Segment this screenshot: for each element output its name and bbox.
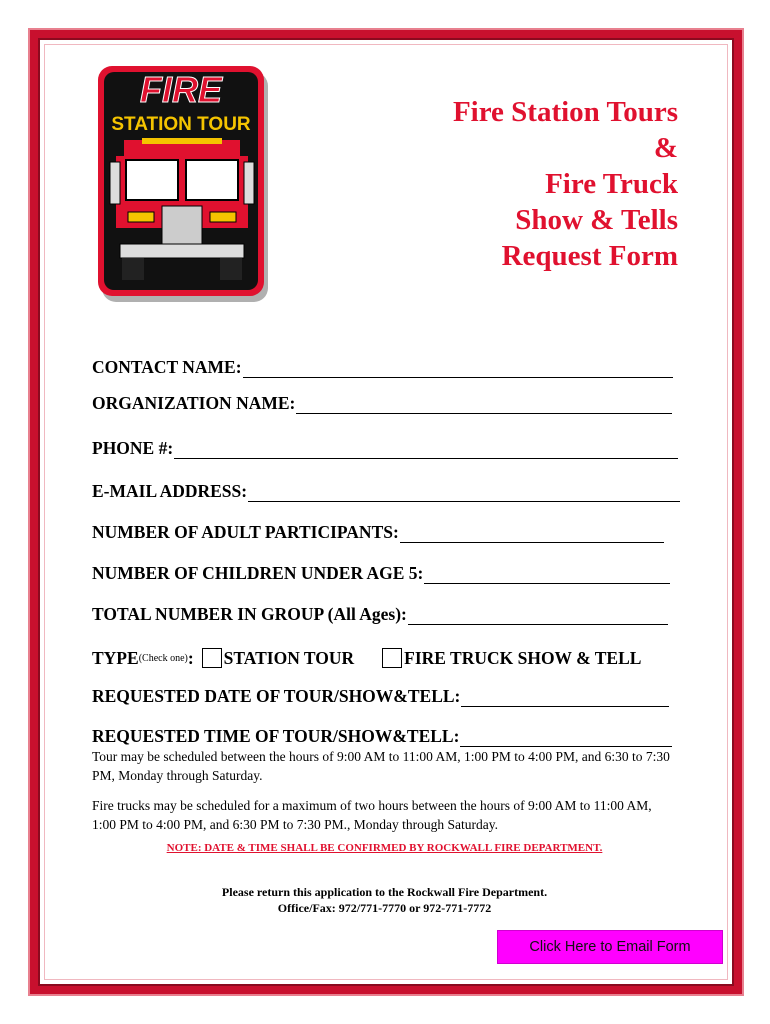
logo-text-station-tour: STATION TOUR — [111, 114, 251, 135]
contact-name-input[interactable] — [243, 359, 673, 378]
requested-date-field — [92, 686, 669, 707]
return-info — [92, 884, 677, 916]
email-form-button[interactable]: Click Here to Email Form — [497, 930, 723, 964]
contact-name-field — [92, 357, 673, 378]
requested-time-field — [92, 726, 672, 747]
title-line-2: & — [653, 132, 678, 164]
requested-date-label: REQUESTED DATE OF TOUR/SHOW&TELL: — [92, 686, 461, 706]
organization-name-field — [92, 393, 672, 414]
adult-participants-label: NUMBER OF ADULT PARTICIPANTS: — [92, 522, 399, 542]
total-number-input[interactable] — [408, 606, 668, 625]
type-label: TYPE — [92, 647, 139, 668]
adult-participants-input[interactable] — [400, 524, 664, 543]
email-field — [92, 481, 680, 502]
logo-text-fire: FIRE — [139, 69, 223, 110]
phone-label: PHONE #: — [92, 438, 174, 458]
organization-name-label: ORGANIZATION NAME: — [92, 393, 296, 413]
total-number-field — [92, 604, 668, 625]
title-line-5: Request Form — [501, 240, 678, 272]
phone-input[interactable] — [174, 440, 678, 459]
children-under-5-field — [92, 563, 670, 584]
fire-truck-show-label: FIRE TRUCK SHOW & TELL — [404, 647, 642, 668]
tour-hours-text: Tour may be scheduled between the hours of 9:00 AM to 11:00 AM, 1:00 PM to 4:00 PM, and 6:30 to 7:30 PM, Monday through Saturday. — [92, 749, 670, 783]
station-tour-label: STATION TOUR — [223, 647, 355, 668]
requested-time-label: REQUESTED TIME OF TOUR/SHOW&TELL: — [92, 726, 460, 746]
email-label: E-MAIL ADDRESS: — [92, 481, 248, 501]
requested-time-input[interactable] — [460, 728, 672, 747]
type-row — [92, 644, 641, 672]
return-info-line-2: Office/Fax: 972/771-7770 or 972-771-7772 — [277, 901, 492, 915]
requested-date-input[interactable] — [461, 688, 669, 707]
children-under-5-input[interactable] — [424, 565, 670, 584]
children-under-5-label: NUMBER OF CHILDREN UNDER AGE 5: — [92, 563, 424, 583]
truck-hours-text: Fire trucks may be scheduled for a maximum of two hours between the hours of 9:00 AM to 11:00 AM, 1:00 PM to 4:00 PM, and 6:30 PM to 7:30 PM., Monday through Saturday. — [92, 798, 652, 832]
type-hint: (Check one) — [138, 652, 188, 664]
contact-name-label: CONTACT NAME: — [92, 357, 242, 377]
adult-participants-field — [92, 522, 664, 543]
fire-truck-show-checkbox[interactable] — [382, 648, 402, 668]
return-info-line-1: Please return this application to the Rockwall Fire Department. — [221, 885, 548, 899]
type-colon: : — [187, 647, 194, 668]
station-tour-checkbox[interactable] — [202, 648, 222, 668]
phone-field — [92, 438, 678, 459]
title-line-3: Fire Truck — [545, 168, 678, 200]
form-title — [358, 94, 678, 274]
total-number-label: TOTAL NUMBER IN GROUP (All Ages): — [92, 604, 407, 624]
title-line-1: Fire Station Tours — [452, 96, 678, 128]
organization-name-input[interactable] — [296, 395, 672, 414]
fire-station-tour-logo — [98, 66, 268, 302]
confirmation-note: NOTE: DATE & TIME SHALL BE CONFIRMED BY ROCKWALL FIRE DEPARTMENT. — [166, 842, 603, 854]
email-input[interactable] — [248, 483, 680, 502]
title-line-4: Show & Tells — [515, 204, 678, 236]
